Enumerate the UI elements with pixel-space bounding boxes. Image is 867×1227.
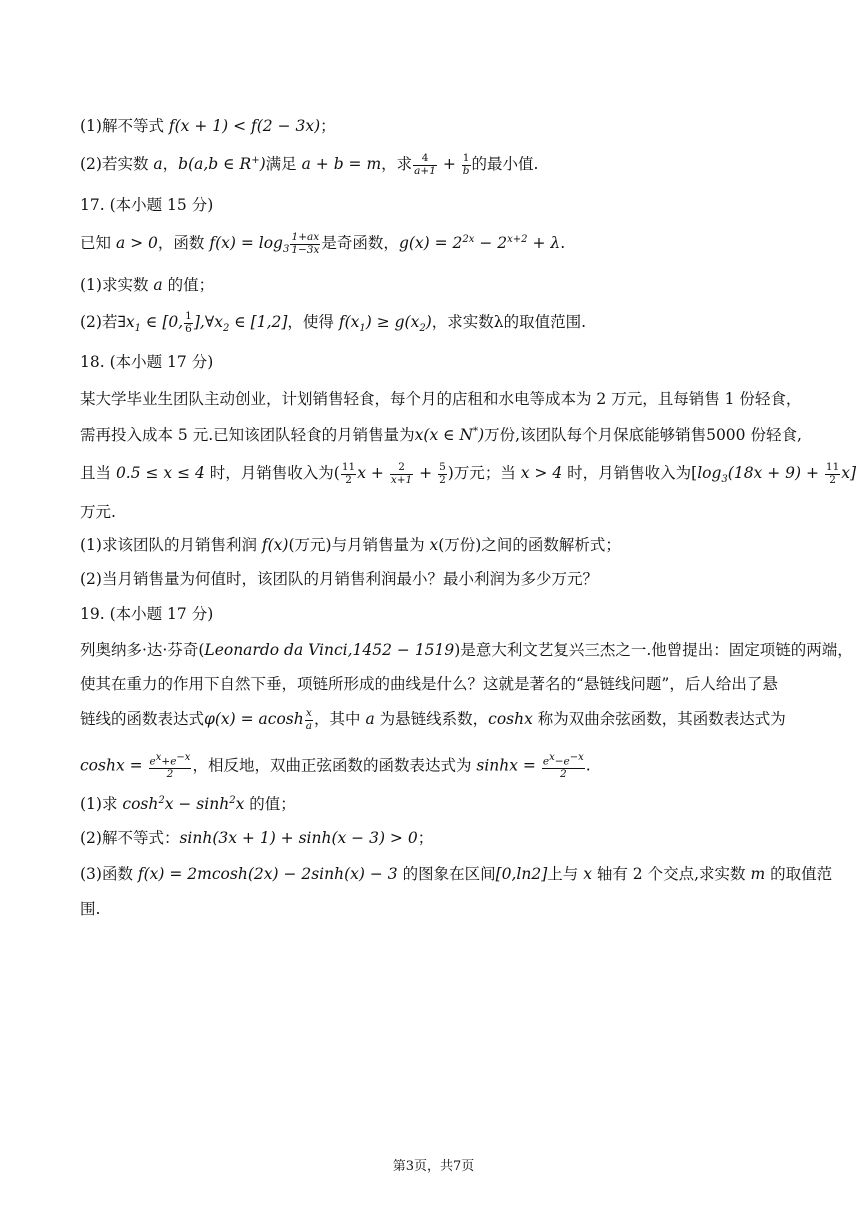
text: + (437, 155, 461, 173)
math: coshx (488, 710, 533, 728)
text: 的值； (162, 276, 215, 294)
math: f(x) = 2mcosh(2x) − 2sinh(x) − 3 (137, 865, 398, 883)
line-q17-stem (80, 231, 565, 256)
text: ，求 (381, 155, 413, 173)
text: (1)求该团队的月销售利润 (80, 536, 262, 554)
math: f(x) = log (209, 234, 283, 252)
text: )万元；当 (447, 464, 521, 482)
line-q19-part3 (80, 862, 832, 884)
math: coshx = (80, 756, 148, 775)
line-q19-stem-1 (80, 638, 853, 660)
text: 5000 (706, 426, 746, 444)
math: Leonardo da Vinci (204, 641, 348, 659)
math: sinhx = (476, 756, 541, 775)
numerator: $e^x-e^{-x}$ (542, 752, 584, 768)
text: 列奥纳多·达·芬奇( (80, 641, 205, 659)
line-q18-part1 (80, 533, 621, 555)
line-q18-stem-3 (80, 461, 856, 486)
fraction: $\frac{1+ax}{1-3x}$ (291, 231, 320, 256)
math: x (125, 313, 135, 331)
text: 需再投入成本 5 元.已知该团队轻食的月销售量为 (80, 426, 415, 444)
math-sub: 2 (419, 323, 426, 335)
text: 且当 (80, 464, 116, 482)
fraction: $\frac{x}{a}$ (305, 707, 313, 732)
page-footer: 第3页，共7页 (392, 1159, 475, 1174)
text: ， (162, 155, 179, 173)
fraction: $\frac{e^x+e^{-x}}{2}$ (149, 752, 191, 780)
math-sup: * (473, 425, 479, 437)
text: 满足 (265, 155, 302, 173)
math-sup: 2 (229, 794, 236, 806)
numerator: $e^x+e^{-x}$ (149, 752, 191, 768)
text: . (560, 234, 566, 252)
line-q19-stem-2 (80, 672, 778, 694)
line-q16-part1 (80, 114, 336, 136)
fraction: $\frac{2}{x+1}$ (390, 461, 413, 486)
question-19-heading (80, 602, 213, 624)
math: x (214, 313, 223, 331)
math: ) (425, 313, 432, 331)
question-17-heading (80, 193, 213, 215)
math: x − sinh (164, 795, 230, 813)
math: x (429, 536, 439, 554)
text: 18. (本小题 17 分) (80, 353, 214, 371)
text: (1)解不等式 (80, 117, 169, 135)
math: log (697, 464, 722, 482)
text: (2)解不等式： (80, 829, 180, 847)
text: 万份,该团队每个月保底能够销售 (484, 426, 707, 444)
text: (万元)与月销售量为 (288, 536, 430, 554)
math: g(x) = 2 (398, 234, 463, 252)
fraction: $\frac{11}{2}$ (341, 461, 356, 486)
fraction: $\frac{4}{a+1}$ (414, 152, 436, 177)
math: m (750, 865, 766, 883)
text: 19. (本小题 17 分) (80, 605, 214, 623)
fraction: $\frac{11}{2}$ (825, 461, 840, 486)
math: ) (259, 155, 266, 173)
math: a + b = m (301, 155, 382, 173)
text: 的取值范 (765, 865, 833, 883)
text: 某大学毕业生团队主动创业，计划销售轻食，每个月的店租和水电等成本为 2 万元，且每销售 1 份轻食， (80, 390, 802, 408)
line-q19-part3-cont (80, 897, 100, 919)
math: ],∀ (193, 313, 215, 331)
math-sup: 2 (158, 794, 165, 806)
text: 的最小值. (471, 155, 539, 173)
math: a (153, 155, 163, 173)
fraction: $\frac{5}{2}$ (439, 461, 446, 486)
text: . (585, 756, 591, 775)
math: x] (841, 464, 857, 482)
math: + λ (527, 234, 561, 252)
math: (18x + 9) + (727, 464, 824, 482)
math-sup: 2x (462, 233, 475, 245)
text: 围. (80, 900, 101, 918)
text: (2)若实数 (80, 155, 154, 173)
math: x (235, 795, 245, 813)
text: 使其在重力的作用下自然下垂，项链所形成的曲线是什么？这就是著名的“悬链线问题”，后人给出了悬 (80, 675, 778, 693)
line-q19-part2 (80, 826, 433, 848)
math: ) ≥ g(x (365, 313, 420, 331)
math: φ(x) = acosh (204, 710, 304, 728)
text: ，使得 (287, 313, 339, 331)
math-sub: 1 (134, 323, 141, 335)
text: 已知 (80, 234, 116, 252)
text: 是奇函数， (321, 234, 399, 252)
line-q18-stem-1 (80, 387, 801, 409)
math: cosh (122, 795, 159, 813)
text: ，求实数λ的取值范围. (431, 313, 587, 331)
math: a > 0 (115, 234, 158, 252)
text: 链线的函数表达式 (80, 710, 205, 728)
fraction: $\frac{1}{6}$ (185, 310, 192, 335)
text: 份轻食, (745, 426, 802, 444)
math: x > 4 (520, 464, 563, 482)
text: 17. (本小题 15 分) (80, 196, 214, 214)
math: x (583, 865, 592, 883)
text: ，相反地，双曲正弦函数的函数表达式为 (192, 756, 477, 775)
math: f(x) (261, 536, 289, 554)
text: (2)若∃ (80, 313, 126, 331)
line-q19-part1 (80, 792, 296, 814)
text: 时，月销售收入为( (204, 464, 340, 482)
text: 为悬链线系数， (374, 710, 489, 728)
fraction: $\frac{1}{b}$ (462, 152, 470, 177)
text: 万元. (80, 503, 116, 521)
text: (3)函数 (80, 865, 138, 883)
math: ,1452 − 1519 (347, 641, 455, 659)
line-q17-part1 (80, 273, 214, 295)
text: 的值； (244, 795, 296, 813)
text: 的图象在区间 (397, 865, 496, 883)
text: ； (320, 117, 336, 135)
fraction: $\frac{e^x-e^{-x}}{2}$ (542, 752, 584, 780)
line-q18-part2 (80, 567, 598, 589)
math: ∈ [1,2] (229, 313, 288, 331)
math: sinh(3x + 1) + sinh(x − 3) > 0 (179, 829, 418, 847)
math: x + (357, 464, 389, 482)
line-q18-stem-4 (80, 500, 116, 522)
math: a (365, 710, 375, 728)
math-sub: 3 (282, 244, 290, 256)
math: [0,ln2] (495, 865, 548, 883)
math-sup: + (251, 154, 260, 166)
math: x(x ∈ N (414, 426, 474, 444)
math-sup: x+2 (507, 233, 528, 245)
text: )是意大利文艺复兴三杰之一.他曾提出：固定项链的两端， (454, 641, 853, 659)
text: (2)当月销售量为何值时，该团队的月销售利润最小？最小利润为多少万元？ (80, 570, 598, 588)
math: b(a,b ∈ R (178, 155, 252, 173)
line-q18-stem-2 (80, 423, 802, 445)
text: ； (417, 829, 434, 847)
math-sub: 3 (721, 474, 728, 486)
math: ) (478, 426, 485, 444)
line-q19-stem-4 (80, 753, 591, 780)
line-q19-stem-3 (80, 707, 786, 732)
text: (1)求 (80, 795, 123, 813)
question-18-heading (80, 350, 213, 372)
math: f(x (338, 313, 360, 331)
line-q17-part2 (80, 310, 586, 335)
text: 轴有 2 个交点,求实数 (591, 865, 751, 883)
math-sub: 2 (222, 323, 230, 335)
text: 时，月销售收入为[ (562, 464, 698, 482)
text: (1)求实数 (80, 276, 154, 294)
math: ∈ [0, (141, 313, 184, 331)
text: 上与 (547, 865, 584, 883)
text: 称为双曲余弦函数，其函数表达式为 (532, 710, 786, 728)
math: 0.5 ≤ x ≤ 4 (115, 464, 205, 482)
text: ，其中 (314, 710, 366, 728)
math: a (153, 276, 163, 294)
text: (万份)之间的函数解析式； (438, 536, 621, 554)
line-q16-part2 (80, 152, 538, 177)
math-sub: 1 (359, 323, 366, 335)
math: − 2 (474, 234, 508, 252)
text: ，函数 (157, 234, 210, 252)
text: + (414, 464, 438, 482)
math: f(x + 1) < f(2 − 3x) (168, 117, 321, 135)
